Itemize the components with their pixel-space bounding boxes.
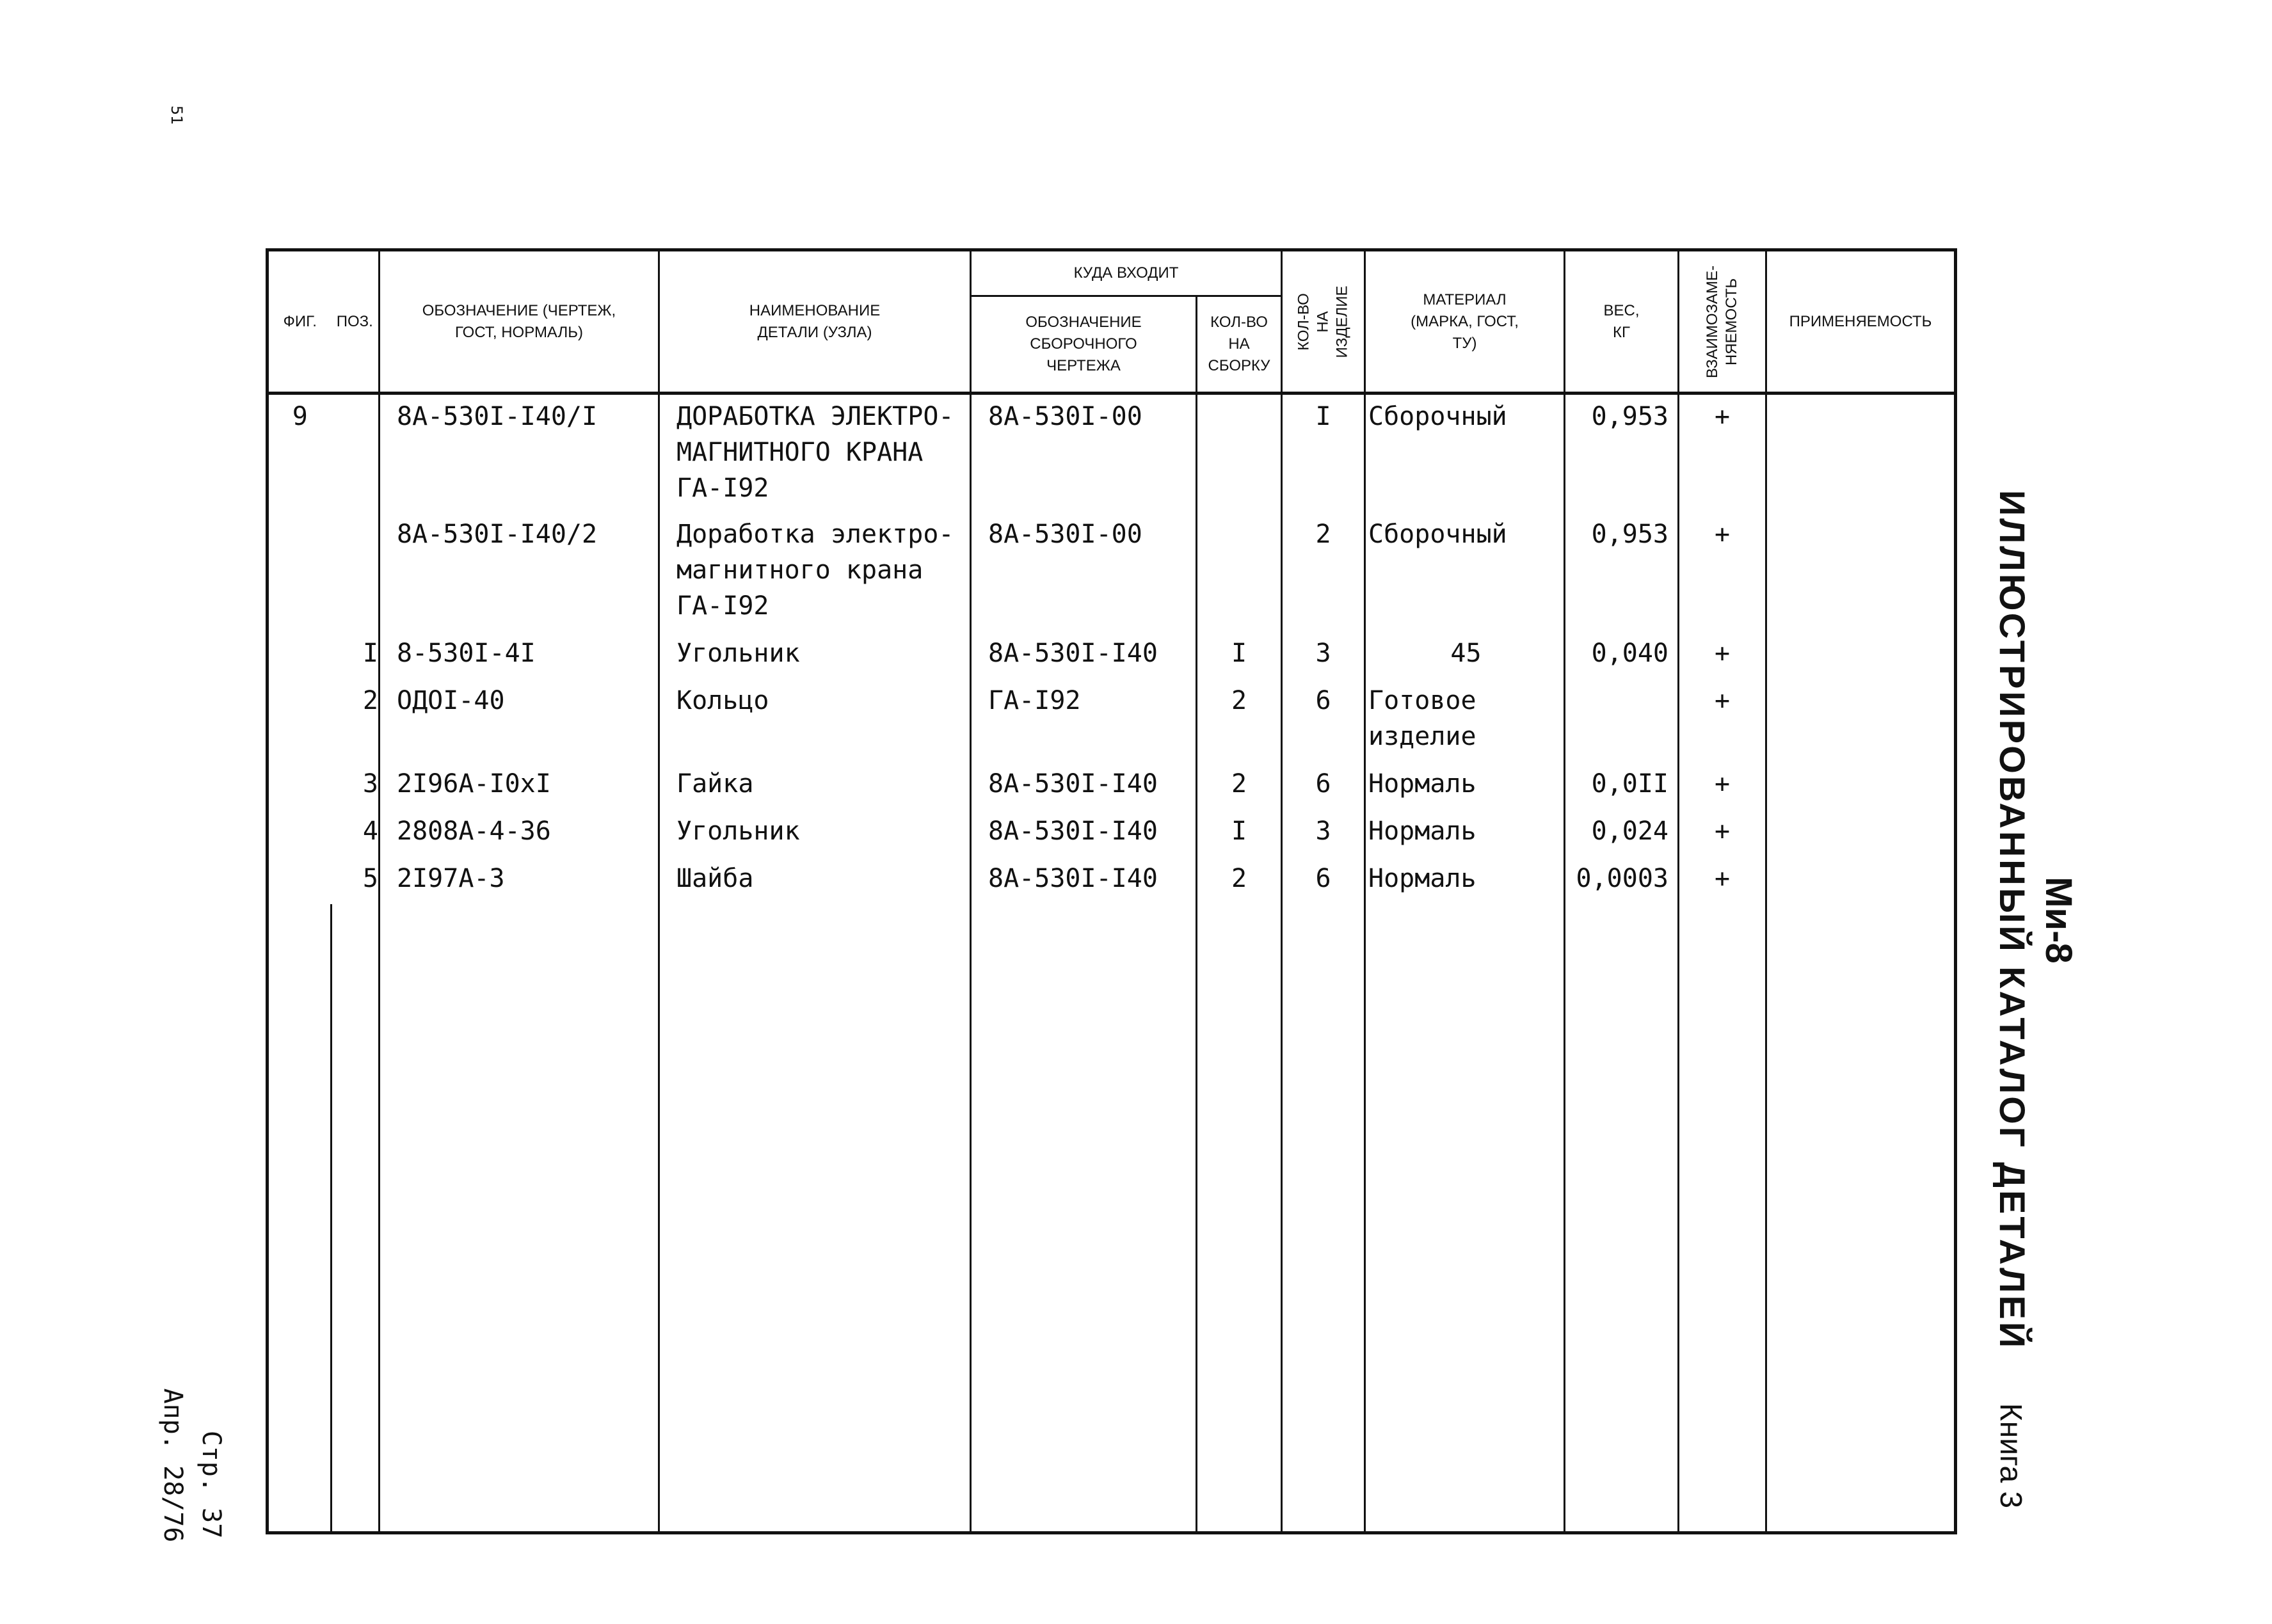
table-row <box>268 809 1956 857</box>
table-row <box>268 762 1956 809</box>
cell-material: Нормаль <box>1365 809 1565 857</box>
filler-cell <box>1766 904 1956 1533</box>
cell-material: Сборочный <box>1365 513 1565 632</box>
cell-name: Доработка электро-магнитного крана ГА-I92 <box>659 513 971 632</box>
filler-cell <box>659 904 971 1533</box>
cell-applicability <box>1766 679 1956 762</box>
cell-fig <box>268 513 332 632</box>
header-weight: ВЕС, КГ <box>1565 250 1679 394</box>
cell-assembly: ГА-I92 <box>971 679 1197 762</box>
table-row <box>268 632 1956 679</box>
cell-material: Нормаль <box>1365 762 1565 809</box>
cell-weight: 0,0II <box>1565 762 1679 809</box>
cell-assembly: 8А-530I-I40 <box>971 762 1197 809</box>
cell-weight: 0,953 <box>1565 513 1679 632</box>
cell-assembly: 8А-530I-00 <box>971 394 1197 513</box>
cell-pos: 3 <box>332 762 380 809</box>
cell-qty-assembly <box>1197 394 1282 513</box>
filler-cell <box>1565 904 1679 1533</box>
aircraft-model: Ми-8 <box>2038 877 2079 964</box>
cell-applicability <box>1766 513 1956 632</box>
header-qty-per-unit: КОЛ-ВО НА ИЗДЕЛИЕ <box>1282 250 1365 394</box>
table-filler-row <box>268 904 1956 1533</box>
cell-assembly: 8А-530I-I40 <box>971 809 1197 857</box>
cell-qty-unit: 2 <box>1282 513 1365 632</box>
cell-assembly: 8А-530I-00 <box>971 513 1197 632</box>
cell-qty-unit: 6 <box>1282 679 1365 762</box>
cell-qty-unit: 6 <box>1282 762 1365 809</box>
header-assembly-designation: ОБОЗНАЧЕНИЕ СБОРОЧНОГО ЧЕРТЕЖА <box>971 296 1197 394</box>
cell-designation: ОДОI-40 <box>380 679 659 762</box>
table-row <box>268 513 1956 632</box>
cell-weight: 0,024 <box>1565 809 1679 857</box>
cell-weight: 0,0003 <box>1565 857 1679 904</box>
filler-cell <box>1282 904 1365 1533</box>
filler-cell <box>332 904 380 1533</box>
cell-pos <box>332 513 380 632</box>
cell-applicability <box>1766 632 1956 679</box>
page-ref-page: Стр. 37 <box>196 1430 226 1539</box>
header-qty-per-assembly: КОЛ-ВО НА СБОРКУ <box>1197 296 1282 394</box>
cell-qty-unit: 6 <box>1282 857 1365 904</box>
filler-cell <box>1197 904 1282 1533</box>
cell-applicability <box>1766 809 1956 857</box>
cell-assembly: 8А-530I-I40 <box>971 632 1197 679</box>
cell-interchange: + <box>1679 679 1766 762</box>
cell-interchange: + <box>1679 857 1766 904</box>
header-designation: ОБОЗНАЧЕНИЕ (ЧЕРТЕЖ, ГОСТ, НОРМАЛЬ) <box>380 250 659 394</box>
cell-pos: I <box>332 632 380 679</box>
cell-designation: 8-530I-4I <box>380 632 659 679</box>
cell-name: Кольцо <box>659 679 971 762</box>
cell-qty-assembly: I <box>1197 809 1282 857</box>
cell-fig <box>268 762 332 809</box>
cell-name: Угольник <box>659 809 971 857</box>
cell-qty-unit: I <box>1282 394 1365 513</box>
cell-designation: 2808А-4-36 <box>380 809 659 857</box>
page-reference <box>144 1344 240 1587</box>
cell-qty-assembly: 2 <box>1197 762 1282 809</box>
filler-cell <box>971 904 1197 1533</box>
table-row <box>268 679 1956 762</box>
cell-name: ДОРАБОТКА ЭЛЕКТРО-МАГНИТНОГО КРАНА ГА-I92 <box>659 394 971 513</box>
cell-designation: 2I96А-I0хI <box>380 762 659 809</box>
cell-applicability <box>1766 394 1956 513</box>
cell-material: Сборочный <box>1365 394 1565 513</box>
filler-cell <box>1365 904 1565 1533</box>
cell-qty-assembly <box>1197 513 1282 632</box>
cell-material: Готовое изделие <box>1365 679 1565 762</box>
cell-interchange: + <box>1679 394 1766 513</box>
cell-applicability <box>1766 857 1956 904</box>
cell-pos: 2 <box>332 679 380 762</box>
parts-table <box>266 248 1957 1534</box>
cell-name: Шайба <box>659 857 971 904</box>
cell-pos: 4 <box>332 809 380 857</box>
cell-designation: 8А-530I-I40/I <box>380 394 659 513</box>
table-row <box>268 857 1956 904</box>
cell-assembly: 8А-530I-I40 <box>971 857 1197 904</box>
header-fig: ФИГ. <box>268 250 332 394</box>
page-ref-date: Апр. 28/76 <box>158 1388 188 1543</box>
header-interchangeability: ВЗАИМОЗАМЕ-НЯЕМОСТЬ <box>1679 250 1766 394</box>
cell-qty-assembly: 2 <box>1197 679 1282 762</box>
cell-qty-assembly: 2 <box>1197 857 1282 904</box>
header-name: НАИМЕНОВАНИЕ ДЕТАЛИ (УЗЛА) <box>659 250 971 394</box>
cell-qty-unit: 3 <box>1282 632 1365 679</box>
cell-name: Гайка <box>659 762 971 809</box>
cell-qty-assembly: I <box>1197 632 1282 679</box>
cell-fig: 9 <box>268 394 332 513</box>
catalog-title: ИЛЛЮСТРИРОВАННЫЙ КАТАЛОГ ДЕТАЛЕЙ <box>1992 490 2033 1351</box>
header-where-used: КУДА ВХОДИТ <box>971 250 1282 296</box>
cell-material: 45 <box>1365 632 1565 679</box>
cell-weight <box>1565 679 1679 762</box>
cell-fig <box>268 632 332 679</box>
cell-interchange: + <box>1679 513 1766 632</box>
cell-designation: 8А-530I-I40/2 <box>380 513 659 632</box>
cell-name: Угольник <box>659 632 971 679</box>
header-material: МАТЕРИАЛ (МАРКА, ГОСТ, ТУ) <box>1365 250 1565 394</box>
cell-pos <box>332 394 380 513</box>
cell-weight: 0,040 <box>1565 632 1679 679</box>
cell-interchange: + <box>1679 632 1766 679</box>
filler-cell <box>268 904 332 1533</box>
cell-pos: 5 <box>332 857 380 904</box>
page-number: 51 <box>168 105 186 125</box>
cell-fig <box>268 809 332 857</box>
book-number: Книга 3 <box>1994 1403 2028 1509</box>
cell-weight: 0,953 <box>1565 394 1679 513</box>
filler-cell <box>1679 904 1766 1533</box>
cell-interchange: + <box>1679 762 1766 809</box>
header-pos: ПОЗ. <box>332 250 380 394</box>
table-row <box>268 394 1956 513</box>
cell-fig <box>268 857 332 904</box>
cell-interchange: + <box>1679 809 1766 857</box>
cell-designation: 2I97А-3 <box>380 857 659 904</box>
cell-fig <box>268 679 332 762</box>
cell-applicability <box>1766 762 1956 809</box>
header-applicability: ПРИМЕНЯЕМОСТЬ <box>1766 250 1956 394</box>
cell-qty-unit: 3 <box>1282 809 1365 857</box>
cell-material: Нормаль <box>1365 857 1565 904</box>
filler-cell <box>380 904 659 1533</box>
